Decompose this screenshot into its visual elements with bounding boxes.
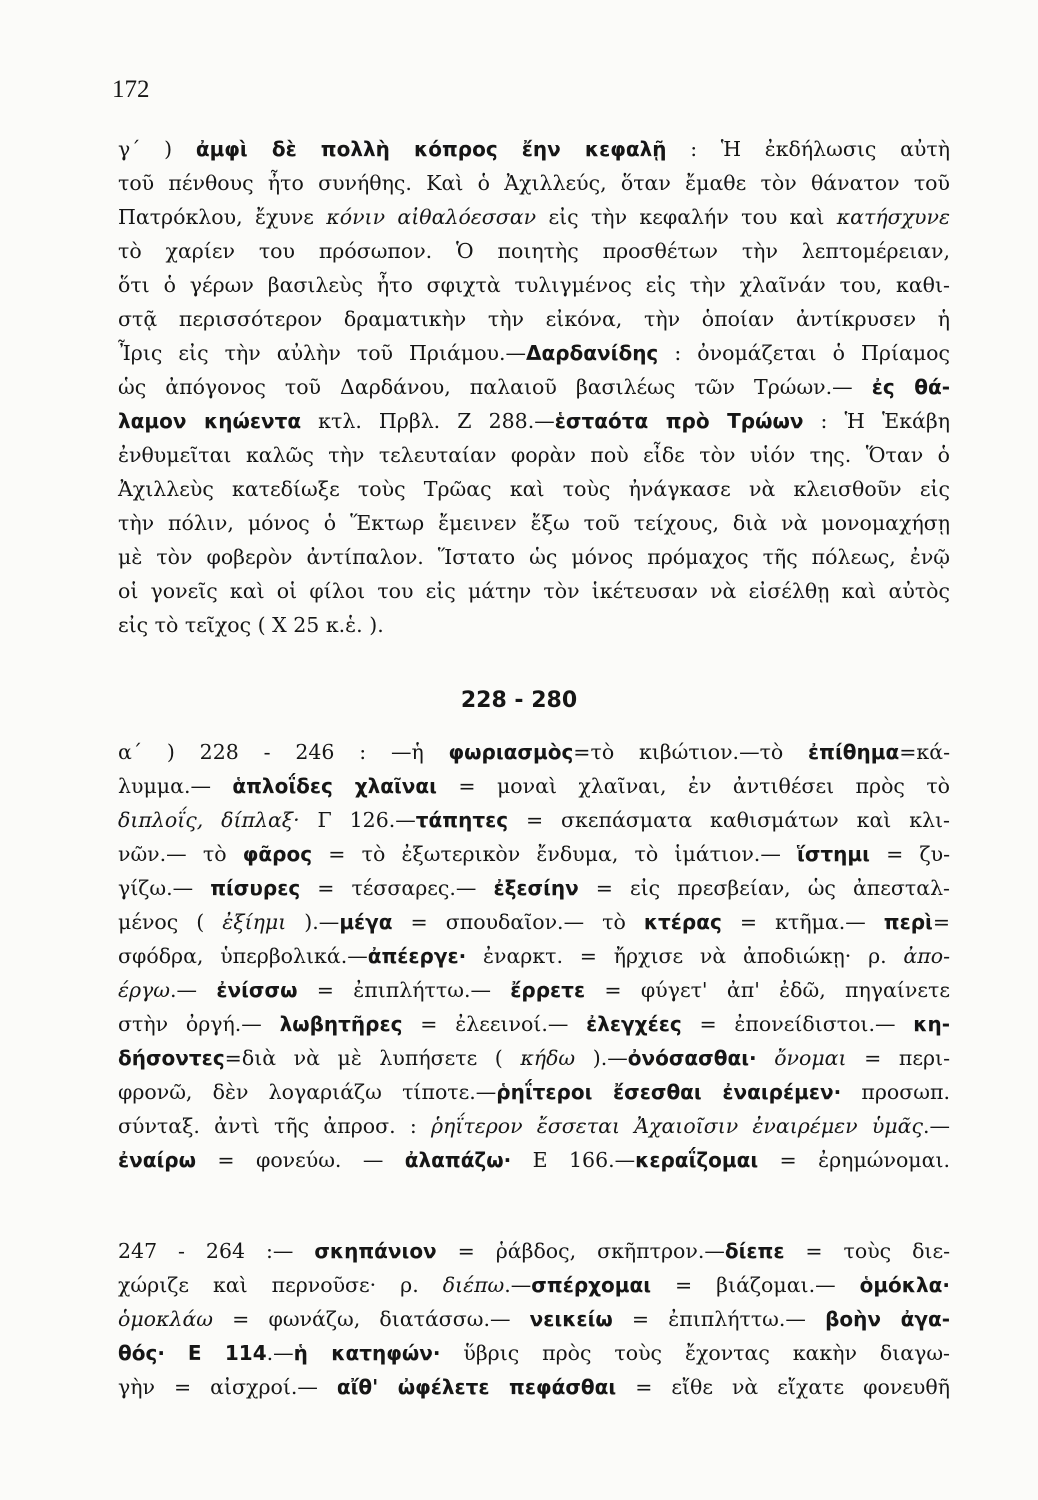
lemma-term: αἴθ' ὠφέλετε πεφάσθαι: [336, 1375, 617, 1399]
text-line: [118, 411, 950, 432]
text-line: [118, 343, 950, 364]
text-line: [118, 1241, 950, 1262]
text-line: [118, 547, 950, 568]
gloss-text: =τὸ κιβώτιον.—τὸ: [573, 740, 809, 764]
text-line: [118, 1275, 950, 1296]
lemma-term: σκηπάνιον: [314, 1239, 437, 1263]
lemma-term: ὁμόκλα·: [859, 1273, 950, 1297]
gloss-text: = ἐπιπλήττω.—: [612, 1307, 826, 1331]
gloss-text: στᾷ περισσότερον δραματικὴν τὴν εἰκόνα, τὴν ὁποίαν ἀντίκρυσεν ἡ: [118, 307, 950, 331]
gloss-text: μένος (: [118, 910, 223, 934]
gloss-text: = σκεπάσματα καθισμάτων καὶ κλι-: [508, 808, 950, 832]
gloss-text: στὴν ὀργή.—: [118, 1012, 280, 1036]
gloss-text: Πατρόκλου, ἔχυνε: [118, 205, 327, 229]
lemma-term: ἐναίρω: [118, 1148, 196, 1172]
italic-text: ἀπο-: [903, 944, 951, 968]
text-line: [118, 445, 950, 466]
lemma-term: βοὴν ἀγα-: [825, 1307, 951, 1331]
italic-text: κατήσχυνε: [836, 205, 950, 229]
gloss-text: σύνταξ. ἀντὶ τῆς ἀπροσ. :: [118, 1114, 431, 1138]
lemma-term: ὀνόσασθαι·: [627, 1046, 757, 1070]
gloss-text: = ῥάβδος, σκῆπτρον.—: [436, 1239, 725, 1263]
text-line: [118, 912, 950, 933]
text-line: [118, 878, 950, 899]
lemma-term: φωριασμὸς: [448, 740, 574, 764]
text-line: [118, 139, 950, 160]
gloss-text: ὡς ἀπόγονος τοῦ Δαρδάνου, παλαιοῦ βασιλέως τῶν Τρώων.—: [118, 375, 872, 399]
gloss-text: σφόδρα, ὑπερβολικά.—: [118, 944, 368, 968]
text-line: [118, 309, 950, 330]
text-line: [118, 513, 950, 534]
text-line: [118, 241, 950, 262]
text-line: [118, 1377, 950, 1398]
lemma-term: ἐς θά-: [871, 375, 950, 399]
gloss-text: = ἐπιπλήττω.—: [297, 978, 511, 1002]
gloss-text: Ἶρις εἰς τὴν αὐλὴν τοῦ Πριάμου.—: [118, 341, 527, 365]
gloss-text: : ὀνομάζεται ὁ Πρίαμος: [658, 341, 950, 365]
gloss-text: προσωπ.: [841, 1080, 950, 1104]
page-number: 172: [112, 76, 150, 103]
gloss-text: = τὸ ἐξωτερικὸν ἔνδυμα, τὸ ἱμάτιον.—: [312, 842, 798, 866]
italic-text: ἐξίημι: [222, 910, 287, 934]
gloss-text: τὸ χαρίεν του πρόσωπον. Ὁ ποιητὴς προσθέτων τὴν λεπτομέρειαν,: [118, 239, 950, 263]
lemma-term: θός·: [118, 1341, 165, 1365]
lemma-term: νεικείω: [529, 1307, 613, 1331]
text-line: [118, 1116, 950, 1137]
text-line: [118, 776, 950, 797]
italic-text: κόνιν αἰθαλόεσσαν: [326, 205, 537, 229]
text-line: [118, 980, 950, 1001]
lemma-term: Δαρδανίδης: [526, 341, 659, 365]
lemma-term: ἐνίσσω: [216, 978, 298, 1002]
gloss-text: .—: [922, 1114, 950, 1138]
text-line: [118, 1309, 950, 1330]
lemma-term: ἐξεσίην: [493, 876, 579, 900]
gloss-text: = σπουδαῖον.— τὸ: [392, 910, 644, 934]
gloss-text: .—: [266, 1341, 294, 1365]
gloss-text: = φύγετ' ἀπ' ἐδῶ, πηγαίνετε: [585, 978, 950, 1002]
gloss-text: ἐνθυμεῖται καλῶς τὴν τελευταίαν φορὰν ποὺ εἶδε τὸν υἱόν της. Ὅταν ὁ: [118, 443, 950, 467]
lemma-term: ἡ κατηφών·: [293, 1341, 441, 1365]
italic-text: ὄνομαι: [774, 1046, 847, 1070]
lemma-term: πίσυρες: [210, 876, 301, 900]
lemma-term: ῥηΐτεροι ἔσεσθαι ἐναιρέμεν·: [496, 1080, 842, 1104]
lemma-term: ἀμφὶ δὲ πολλὴ κόπρος ἔην κεφαλῇ: [195, 137, 667, 161]
text-line: [118, 810, 950, 831]
italic-text: διπλοΐς, δίπλαξ·: [118, 808, 300, 832]
lemma-term: περὶ: [883, 910, 933, 934]
gloss-text: Ἀχιλλεὺς κατεδίωξε τοὺς Τρῶας καὶ τοὺς ἠνάγκασε νὰ κλεισθοῦν εἰς: [118, 477, 950, 501]
text-line: [118, 1048, 950, 1069]
gloss-text: = εἴθε νὰ εἴχατε φονευθῆ: [616, 1375, 951, 1399]
lemma-term: λωβητῆρες: [279, 1012, 403, 1036]
lemma-term: μέγα: [339, 910, 393, 934]
text-line: [118, 946, 950, 967]
gloss-text: [757, 1046, 775, 1070]
gloss-text: =κά-: [899, 740, 950, 764]
lemma-term: δήσοντες: [118, 1046, 225, 1070]
gloss-text: = περι-: [846, 1046, 950, 1070]
lemma-term: ἵστημι: [797, 842, 870, 866]
gloss-text: κτλ. Πρβλ. Ζ 288.—: [301, 409, 555, 433]
lemma-term: κη-: [913, 1012, 950, 1036]
gloss-text: τὴν πόλιν, μόνος ὁ Ἕκτωρ ἔμεινεν ἔξω τοῦ τείχους, διὰ νὰ μονομαχήσῃ: [118, 511, 950, 535]
lemma-term: ἀλαπάζω·: [404, 1148, 512, 1172]
text-line: [118, 377, 950, 398]
gloss-text: νῶν.— τὸ: [118, 842, 243, 866]
gloss-text: α΄ ) 228 - 246 : —ἡ: [118, 740, 449, 764]
gloss-text: = ἐπονείδιστοι.—: [681, 1012, 914, 1036]
gloss-text: = βιάζομαι.—: [651, 1273, 860, 1297]
gloss-text: τοῦ πένθους ἦτο συνήθης. Καὶ ὁ Ἀχιλλεύς, ὅταν ἔμαθε τὸν θάνατον τοῦ: [118, 171, 950, 195]
gloss-text: εἰς τὴν κεφαλήν του καὶ: [536, 205, 837, 229]
gloss-text: = ζυ-: [869, 842, 951, 866]
gloss-text: = τέσσαρες.—: [300, 876, 494, 900]
text-line: [118, 173, 950, 194]
lemma-term: ἐλεγχέες: [586, 1012, 682, 1036]
italic-text: έργω: [118, 978, 171, 1002]
italic-text: ὁμοκλάω: [118, 1307, 214, 1331]
gloss-text: =διὰ νὰ μὲ λυπήσετε (: [224, 1046, 521, 1070]
lemma-term: ἁπλοΐδες χλαῖναι: [232, 774, 437, 798]
gloss-text: μὲ τὸν φοβερὸν ἀντίπαλον. Ἵστατο ὡς μόνος πρόμαχος τῆς πόλεως, ἐνῷ: [118, 545, 950, 569]
gloss-text: Ε 166.—: [511, 1148, 636, 1172]
lemma-term: ἑσταότα πρὸ Τρώων: [554, 409, 804, 433]
gloss-text: γίζω.—: [118, 876, 211, 900]
gloss-text: οἱ γονεῖς καὶ οἱ φίλοι του εἰς μάτην τὸν ἱκέτευσαν νὰ εἰσέλθῃ καὶ αὐτὸς: [118, 579, 950, 603]
italic-text: διέπω: [442, 1273, 505, 1297]
gloss-text: ).—: [575, 1046, 628, 1070]
italic-text: κήδω: [520, 1046, 576, 1070]
gloss-text: : Ἡ ἐκδήλωσις αὐτὴ: [666, 137, 950, 161]
gloss-text: ).—: [286, 910, 340, 934]
text-line: [118, 1343, 950, 1364]
gloss-text: = εἰς πρεσβείαν, ὡς ἀπεσταλ-: [578, 876, 950, 900]
text-line: [118, 1014, 950, 1035]
gloss-text: ἐναρκτ. = ἤρχισε νὰ ἀποδιώκῃ· ρ.: [466, 944, 904, 968]
text-line: [118, 581, 950, 602]
gloss-text: = μοναὶ χλαῖναι, ἐν ἀντιθέσει πρὸς τὸ: [436, 774, 951, 798]
text-line: [118, 615, 384, 636]
gloss-text: = ἐρημώνομαι.: [758, 1148, 951, 1172]
gloss-text: 247 - 264 :—: [118, 1239, 315, 1263]
text-line: [118, 742, 950, 763]
lemma-term: σπέρχομαι: [531, 1273, 652, 1297]
lemma-term: λαμον κηώεντα: [118, 409, 302, 433]
text-line: [118, 844, 950, 865]
gloss-text: χώριζε καὶ περνοῦσε· ρ.: [118, 1273, 443, 1297]
gloss-text: ὅτι ὁ γέρων βασιλεὺς ἦτο σφιχτὰ τυλιγμένος εἰς τὴν χλαῖνάν του, καθι-: [118, 273, 950, 297]
text-line: [118, 479, 950, 500]
lemma-term: κτέρας: [643, 910, 722, 934]
gloss-text: γ΄ ): [118, 137, 196, 161]
section-heading: 228 - 280: [460, 688, 578, 713]
text-line: [118, 1150, 950, 1171]
gloss-text: εἰς τὸ τεῖχος ( Χ 25 κ.ἑ. ).: [118, 613, 384, 637]
gloss-text: =: [932, 910, 950, 934]
gloss-text: .—: [170, 978, 217, 1002]
gloss-text: = κτῆμα.—: [721, 910, 884, 934]
gloss-text: = φονεύω. —: [196, 1148, 405, 1172]
gloss-text: = φωνάζω, διατάσσω.—: [213, 1307, 530, 1331]
lemma-term: τάπητες: [415, 808, 509, 832]
lemma-term: κεραΐζομαι: [635, 1148, 759, 1172]
lemma-term: δίεπε: [724, 1239, 785, 1263]
gloss-text: λυμμα.—: [118, 774, 233, 798]
gloss-text: .—: [504, 1273, 532, 1297]
text-line: [118, 1082, 950, 1103]
text-line: [118, 207, 950, 228]
gloss-text: γὴν = αἰσχροί.—: [118, 1375, 337, 1399]
gloss-text: [165, 1341, 188, 1365]
text-line: [118, 275, 950, 296]
lemma-term: ἔρρετε: [510, 978, 586, 1002]
gloss-text: = τοὺς διε-: [784, 1239, 951, 1263]
lemma-term: Ε 114: [187, 1341, 267, 1365]
italic-text: ῥηΐτερον ἔσσεται Ἀχαιοῖσιν ἐναιρέμεν ὑμᾶς: [430, 1114, 923, 1138]
gloss-text: ὕβρις πρὸς τοὺς ἔχοντας κακὴν διαγω-: [440, 1341, 950, 1365]
gloss-text: Γ 126.—: [299, 808, 416, 832]
gloss-text: : Ἡ Ἑκάβη: [803, 409, 950, 433]
lemma-term: φᾶρος: [242, 842, 313, 866]
gloss-text: = ἐλεεινοί.—: [402, 1012, 587, 1036]
gloss-text: φρονῶ, δὲν λογαριάζω τίποτε.—: [118, 1080, 497, 1104]
lemma-term: ἀπέεργε·: [367, 944, 467, 968]
lemma-term: ἐπίθημα: [808, 740, 900, 764]
